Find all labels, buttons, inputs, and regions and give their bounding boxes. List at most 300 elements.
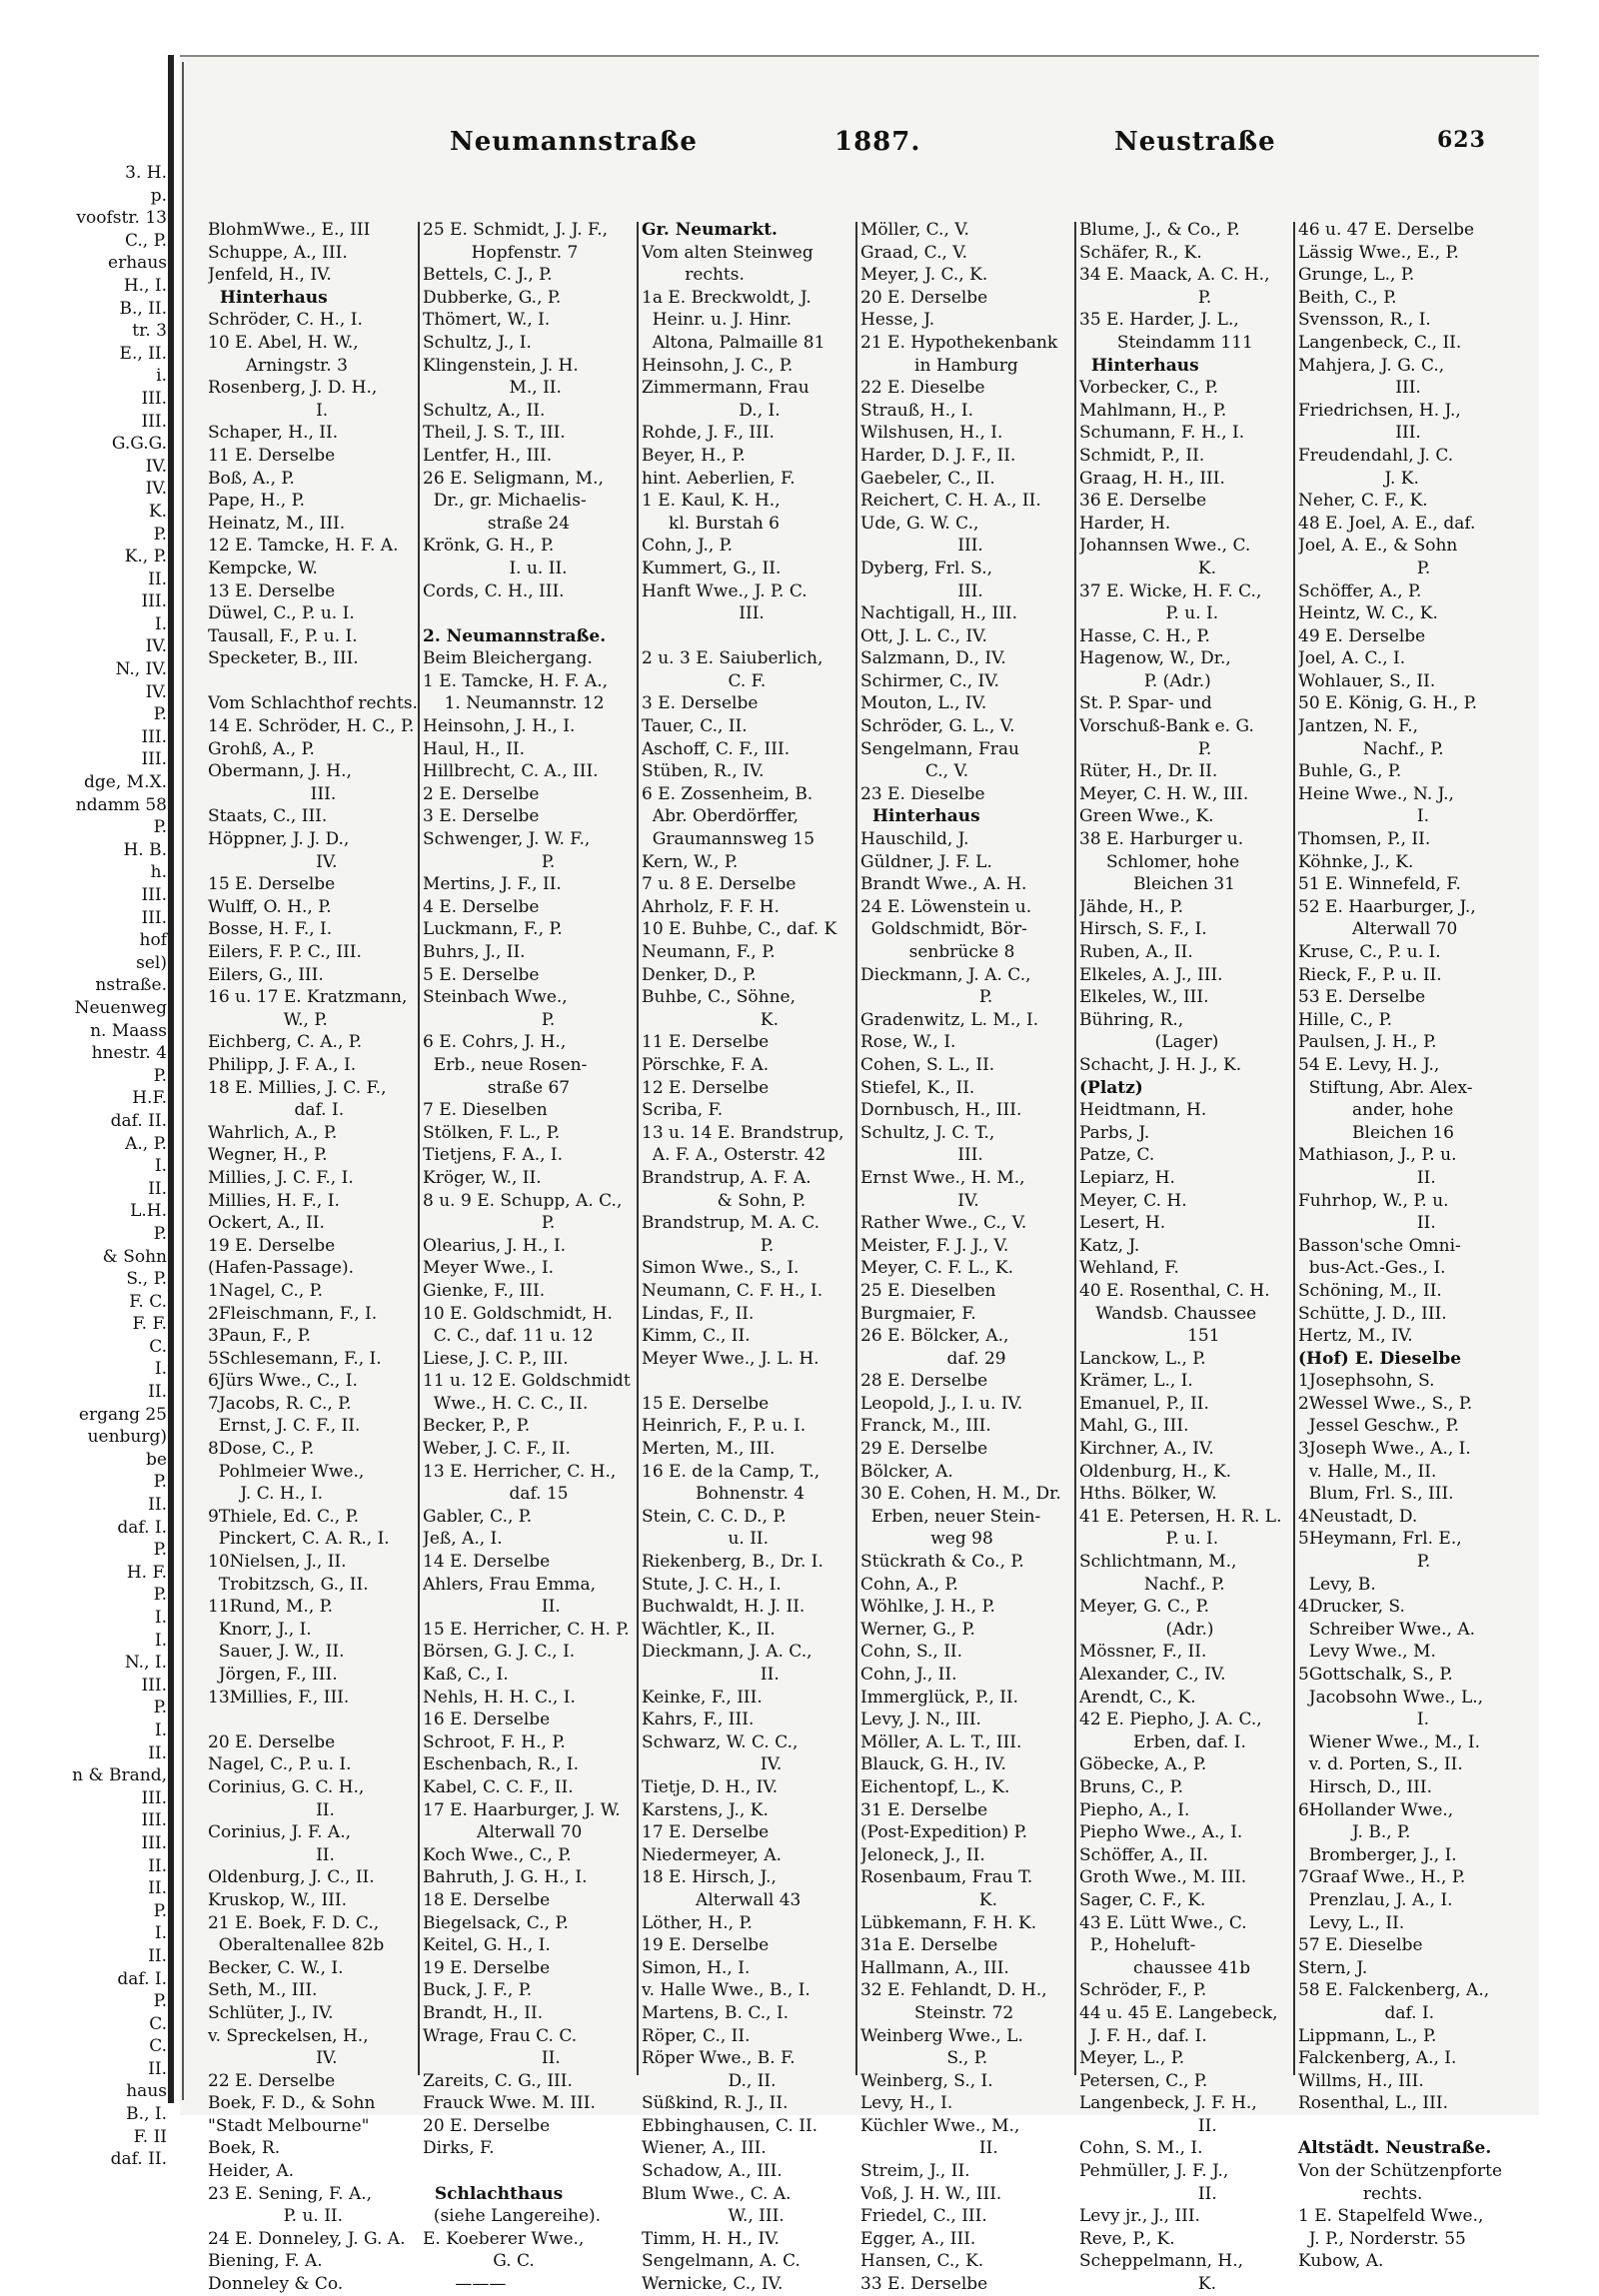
directory-line: Paulsen, J. H., P. (1298, 1032, 1437, 1053)
directory-line: Sengelmann, A. C. (642, 2251, 800, 2272)
directory-line: 20 E. Derselbe (860, 287, 988, 308)
edge-line: H.F. (132, 1088, 167, 1109)
edge-line: P. (153, 1540, 167, 1561)
directory-line: Graad, C., V. (860, 242, 967, 263)
directory-line: Buhle, G., P. (1298, 761, 1402, 782)
directory-line: Blum, Frl. S., III. (1298, 1484, 1454, 1505)
directory-line: Weber, J. C. F., II. (423, 1439, 571, 1460)
directory-line: Corinius, J. F. A., (208, 1822, 352, 1843)
directory-line: 35 E. Harder, J. L., (1079, 310, 1239, 331)
directory-line: 40 E. Rosenthal, C. H. (1079, 1280, 1270, 1301)
edge-line: A., P. (125, 1133, 167, 1154)
directory-line: Bromberger, J., I. (1298, 1844, 1457, 1865)
directory-line: Frauck Wwe. M. III. (423, 2093, 596, 2114)
directory-line: Arendt, C., K. (1079, 1687, 1196, 1708)
directory-line: 16 u. 17 E. Kratzmann, (208, 987, 408, 1008)
directory-line: Denker, D., P. (642, 964, 757, 985)
edge-line: B., I. (126, 2104, 167, 2125)
directory-line: J. P., Norderstr. 55 (1298, 2228, 1466, 2249)
directory-line: 28 E. Derselbe (860, 1371, 988, 1392)
directory-line: III. (642, 603, 765, 624)
edge-line: III. (141, 749, 167, 770)
directory-line (208, 1709, 418, 1731)
directory-line: G. C. (423, 2251, 535, 2272)
directory-line: Levy, H., I. (860, 2093, 953, 2114)
directory-line: Vorbecker, C., P. (1079, 378, 1218, 399)
directory-line: Sager, C. F., K. (1079, 1889, 1206, 1910)
directory-line: Ernst, J. C. F., II. (208, 1416, 361, 1437)
directory-line: Pinckert, C. A. R., I. (208, 1529, 390, 1550)
directory-line: K. (642, 1009, 779, 1030)
edge-line: III. (141, 1675, 167, 1696)
directory-line: Blauck, G. H., IV. (860, 1754, 1006, 1775)
edge-line: III. (141, 1810, 167, 1831)
directory-line: 151 (1079, 1326, 1220, 1347)
directory-line: Voß, J. H. W., III. (860, 2183, 1002, 2204)
directory-line: Heinatz, M., III. (208, 513, 346, 534)
directory-line: Groth Wwe., M. III. (1079, 1867, 1247, 1888)
edge-line: III. (141, 1832, 167, 1853)
directory-line: 23 E. Sening, F. A., (208, 2183, 373, 2204)
directory-line: II. (1298, 1213, 1436, 1234)
directory-line: Wrage, Frau C. C. (423, 2025, 578, 2046)
directory-line: Erb., neue Rosen- (423, 1054, 588, 1075)
directory-line: P. (Adr.) (1079, 670, 1211, 691)
directory-line: Eilers, F. P. C., III. (208, 942, 362, 962)
directory-line: P. u. II. (208, 2206, 344, 2227)
directory-line: III. (860, 536, 983, 557)
directory-line: Cohn, J., P. (642, 536, 734, 557)
directory-line: 8 u. 9 E. Schupp, A. C., (423, 1190, 623, 1211)
directory-line (642, 625, 854, 648)
directory-line: IV. (642, 1754, 783, 1775)
directory-line: Arningstr. 3 (208, 355, 348, 376)
directory-line (423, 2160, 636, 2183)
directory-line: Jörgen, F., III. (208, 1665, 338, 1685)
directory-line: Meyer, J. C., K. (860, 265, 988, 286)
directory-line: Stiefel, K., II. (860, 1077, 975, 1098)
directory-line: Levy, J. N., III. (860, 1710, 981, 1730)
directory-line: Willms, H., III. (1298, 2070, 1424, 2091)
directory-line: Brandstrup, M. A. C. (642, 1213, 820, 1234)
directory-line: 19 E. Derselbe (642, 1935, 770, 1956)
directory-line: Bettels, C. J., P. (423, 265, 553, 286)
directory-line: Hauschild, J. (860, 829, 969, 850)
directory-line: Zareits, C. G., III. (423, 2070, 573, 2091)
directory-line: Graumannsweg 15 (642, 829, 815, 850)
directory-line: Kruskop, W., III. (208, 1889, 347, 1910)
directory-line: Stückrath & Co., P. (860, 1552, 1024, 1573)
directory-line: Abr. Oberdörffer, (642, 806, 800, 827)
directory-line: 5Gottschalk, S., P. (1298, 1665, 1453, 1685)
edge-line: P. (153, 1698, 167, 1719)
edge-line: P. (153, 1900, 167, 1921)
directory-line: 14 E. Schröder, H. C., P. (208, 716, 415, 737)
directory-line: daf. I. (208, 1100, 345, 1121)
directory-line: Zimmermann, Frau (642, 378, 809, 399)
directory-line: 4Neustadt, D. (1298, 1506, 1418, 1527)
directory-line: P. (642, 1235, 775, 1256)
directory-line (642, 1370, 854, 1393)
directory-line: E. Koeberer Wwe., (423, 2228, 585, 2249)
directory-line: & Sohn, P. (642, 1190, 806, 1211)
directory-line: Mössner, F., II. (1079, 1642, 1207, 1663)
directory-line: 4Drucker, S. (1298, 1597, 1405, 1618)
directory-line: Elkeles, A. J., III. (1079, 964, 1223, 985)
directory-line: Bosse, H. F., I. (208, 919, 333, 940)
directory-line: II. (1079, 2183, 1217, 2204)
directory-line: Meyer, C. H. (1079, 1190, 1187, 1211)
directory-line: 57 E. Dieselbe (1298, 1935, 1423, 1956)
directory-line: Dieckmann, J. A. C., (860, 964, 1031, 985)
edge-line: I. (154, 1630, 167, 1651)
directory-line: Rohde, J. F., III. (642, 423, 775, 444)
directory-line: Rose, W., I. (860, 1032, 956, 1053)
directory-line: 3 E. Derselbe (423, 806, 540, 827)
directory-line: Salzmann, D., IV. (860, 648, 1006, 669)
directory-line: 6 E. Zossenheim, B. (642, 783, 813, 804)
directory-line (423, 602, 636, 625)
directory-line: Elkeles, W., III. (1079, 987, 1209, 1008)
directory-line: 38 E. Harburger u. (1079, 829, 1244, 850)
directory-line: Schöffer, A., P. (1298, 580, 1422, 601)
adjacent-page-text (0, 162, 175, 2171)
edge-line: ndamm 58 (75, 794, 167, 815)
directory-line: Becker, P., P. (423, 1416, 531, 1437)
directory-line: Schöffer, A., II. (1079, 1844, 1208, 1865)
directory-line: 10 E. Goldschmidt, H. (423, 1303, 613, 1324)
directory-line: Wiener Wwe., M., I. (1298, 1731, 1481, 1752)
directory-line: Schmidt, P., II. (1079, 445, 1205, 466)
directory-line: 16 E. de la Camp, T., (642, 1461, 820, 1482)
directory-line: Corinius, G. C. H., (208, 1776, 365, 1797)
edge-line: n & Brand, (72, 1765, 167, 1786)
directory-line: Wohlauer, S., II. (1298, 670, 1436, 691)
directory-line: Jeß, A., I. (423, 1529, 503, 1550)
directory-line: 10 E. Abel, H. W., (208, 332, 359, 353)
directory-line: Beyer, H., P. (642, 445, 746, 466)
directory-line: Lindas, F., II. (642, 1303, 755, 1324)
directory-line: Küchler Wwe., M., (860, 2115, 1020, 2136)
directory-line: III. (1298, 378, 1421, 399)
directory-line: Graag, H. H., III. (1079, 468, 1225, 489)
directory-line: 1 E. Kaul, K. H., (642, 491, 781, 512)
directory-line: Buhbe, C., Söhne, (642, 987, 796, 1008)
directory-line: Kaß, C., I. (423, 1665, 509, 1685)
directory-line: 20 E. Derselbe (208, 1731, 336, 1752)
directory-line: Meyer, C. H. W., III. (1079, 783, 1249, 804)
directory-line: Eichberg, C. A., P. (208, 1032, 363, 1053)
directory-line: Heinrich, F., P. u. I. (642, 1416, 806, 1437)
directory-line: Jähde, H., P. (1079, 896, 1184, 917)
directory-line: Lanckow, L., P. (1079, 1348, 1206, 1369)
directory-line: Boß, A., P. (208, 468, 295, 489)
directory-line: I. (208, 400, 329, 421)
directory-line: 5Heymann, Frl. E., (1298, 1529, 1462, 1550)
column-rule (418, 222, 420, 2075)
directory-line: IV. (860, 1190, 979, 1211)
directory-line: Möller, A. L. T., III. (860, 1731, 1022, 1752)
directory-line: Prenzlau, J. A., I. (1298, 1889, 1453, 1910)
directory-line: Altstädt. Neustraße. (1298, 2138, 1492, 2159)
directory-line: II. (208, 1799, 335, 1820)
directory-line: I. (1298, 806, 1430, 827)
directory-line: Patze, C. (1079, 1145, 1155, 1166)
edge-line: hnestr. 4 (91, 1043, 167, 1064)
directory-line: Levy Wwe., M. (1298, 1642, 1436, 1663)
directory-line: rechts. (642, 265, 745, 286)
directory-line: Güldner, J. F. L. (860, 851, 992, 872)
directory-line: u. II. (642, 1529, 770, 1550)
directory-line: II. (208, 1844, 335, 1865)
directory-line: 6Jürs Wwe., C., I. (208, 1371, 358, 1392)
directory-line: 21 E. Boek, F. D. C., (208, 1912, 380, 1933)
directory-line: Höppner, J. J. D., (208, 829, 350, 850)
directory-line: Wernicke, C., IV. (642, 2274, 784, 2295)
directory-line: W., P. (208, 1009, 328, 1030)
directory-line: 31 E. Derselbe (860, 1799, 988, 1820)
directory-line: 18 E. Derselbe (423, 1889, 551, 1910)
directory-line: Oldenburg, J. C., II. (208, 1867, 375, 1888)
directory-line: Wöhlke, J. H., P. (860, 1597, 995, 1618)
directory-line: 18 E. Millies, J. C. F., (208, 1077, 387, 1098)
directory-line: III. (208, 783, 337, 804)
directory-line: Friedrichsen, H. J., (1298, 400, 1461, 421)
edge-line: erhaus (108, 253, 167, 274)
directory-line: 49 E. Derselbe (1298, 625, 1426, 646)
directory-line: 5 E. Derselbe (423, 964, 540, 985)
directory-line: v. Halle, M., II. (1298, 1461, 1437, 1482)
directory-line: Steinstr. 72 (860, 2002, 1014, 2023)
directory-line: K. (1079, 2274, 1216, 2295)
directory-line: Ockert, A., II. (208, 1213, 325, 1234)
directory-line: 11 u. 12 E. Goldschmidt (423, 1371, 631, 1392)
edge-line: H. F. (126, 1562, 167, 1583)
running-head-right: Neustraße (1114, 127, 1276, 157)
directory-line: Langenbeck, C., II. (1298, 332, 1462, 353)
directory-line: 24 E. Löwenstein u. (860, 896, 1032, 917)
directory-line: 19 E. Derselbe (423, 1957, 551, 1978)
edge-line: sel) (136, 952, 167, 973)
directory-line: D., I. (642, 400, 781, 421)
running-head-left: Neumannstraße (450, 127, 698, 157)
directory-line: Bahruth, J. G. H., I. (423, 1867, 588, 1888)
directory-line: Neumann, F., P. (642, 942, 776, 962)
directory-line: Löther, H., P. (642, 1912, 753, 1933)
directory-line: straße 24 (423, 513, 571, 534)
directory-line: (Post-Expedition) P. (860, 1822, 1028, 1843)
directory-line: P., Hoheluft- (1079, 1935, 1196, 1956)
directory-line: Bruns, C., P. (1079, 1776, 1184, 1797)
directory-line: Aschoff, C. F., III. (642, 738, 791, 759)
directory-line: Simon, H., I. (642, 1957, 751, 1978)
directory-line: 42 E. Piepho, J. A. C., (1079, 1710, 1262, 1730)
directory-line: Kempcke, W. (208, 558, 318, 578)
column-2 (423, 219, 636, 2296)
book-spine (168, 55, 174, 2103)
directory-line: Wahrlich, A., P. (208, 1122, 338, 1143)
directory-line: 37 E. Wicke, H. F. C., (1079, 580, 1262, 601)
directory-line: Vorschuß-Bank e. G. (1079, 716, 1254, 737)
directory-line: Wilshusen, H., I. (860, 423, 1003, 444)
directory-line: 4 E. Derselbe (423, 896, 540, 917)
directory-line: Schröder, F., P. (1079, 1980, 1207, 2001)
directory-line: Schreiber Wwe., A. (1298, 1619, 1475, 1640)
directory-line: senbrücke 8 (860, 942, 1015, 962)
directory-line: Nachf., P. (1298, 738, 1444, 759)
directory-line: Buhrs, J., II. (423, 942, 526, 962)
edge-line: P. (153, 524, 167, 545)
directory-line: 25 E. Dieselben (860, 1280, 996, 1301)
column-rule (1293, 222, 1295, 2075)
directory-line: Nagel, C., P. u. I. (208, 1754, 352, 1775)
directory-line: straße 67 (423, 1077, 571, 1098)
directory-line: 25 E. Schmidt, J. J. F., (423, 220, 609, 240)
edge-line: II. (148, 1382, 167, 1403)
directory-line: 33 E. Derselbe (860, 2274, 988, 2295)
edge-line: IV. (145, 681, 167, 702)
directory-line: Oberaltenallee 82b (208, 1935, 385, 1956)
directory-line: Kummert, G., II. (642, 558, 782, 578)
directory-line: Specketer, B., III. (208, 648, 359, 669)
directory-line: J. C. H., I. (208, 1484, 324, 1505)
directory-line: Beim Bleichergang. (423, 648, 593, 669)
directory-line: Schütte, J. D., III. (1298, 1303, 1447, 1324)
directory-line: Alterwall 70 (423, 1822, 583, 1843)
edge-line: I. (154, 1923, 167, 1944)
directory-line: Johannsen Wwe., C. (1079, 536, 1251, 557)
directory-line: Koch Wwe., C., P. (423, 1844, 572, 1865)
edge-line: II. (148, 1742, 167, 1763)
directory-line: Riekenberg, B., Dr. I. (642, 1552, 823, 1573)
directory-line: Pehmüller, J. F. J., (1079, 2161, 1229, 2182)
directory-line: 13 E. Derselbe (208, 580, 336, 601)
directory-line: 26 E. Seligmann, M., (423, 468, 604, 489)
directory-line: Theil, J. S. T., III. (423, 423, 566, 444)
edge-line: IV. (145, 636, 167, 657)
directory-line: Klingenstein, J. H. (423, 355, 579, 376)
directory-line: 2Fleischmann, F., I. (208, 1303, 378, 1324)
directory-line: 17 E. Haarburger, J. W. (423, 1799, 621, 1820)
directory-line: A. F. A., Osterstr. 42 (642, 1145, 826, 1166)
directory-line: Weinberg Wwe., L. (860, 2025, 1023, 2046)
directory-line: 7 E. Dieselben (423, 1100, 548, 1121)
edge-line: voofstr. 13 (76, 208, 167, 229)
directory-line: Lesert, H. (1079, 1213, 1166, 1234)
directory-line: Schuppe, A., III. (208, 242, 348, 263)
directory-line: P. (1079, 287, 1212, 308)
directory-line: Schumann, F. H., I. (1079, 423, 1245, 444)
directory-line: "Stadt Melbourne" (208, 2115, 370, 2136)
edge-line: P. (153, 1223, 167, 1244)
directory-line: Hinterhaus (208, 287, 328, 308)
directory-line: Brandt Wwe., A. H. (860, 874, 1027, 895)
directory-line: Lepiarz, H. (1079, 1167, 1175, 1188)
directory-line: Haul, H., II. (423, 738, 526, 759)
directory-line: Köhnke, J., K. (1298, 851, 1414, 872)
directory-line: Stüben, R., IV. (642, 761, 765, 782)
directory-line: J. F. H., daf. I. (1079, 2025, 1207, 2046)
directory-line: Cohn, S. M., I. (1079, 2138, 1203, 2159)
directory-line: Dieckmann, J. A. C., (642, 1642, 812, 1663)
directory-line: 36 E. Derselbe (1079, 491, 1207, 512)
directory-line: Dubberke, G., P. (423, 287, 562, 308)
edge-line: III. (141, 885, 167, 905)
directory-line: Stein, C. C. D., P. (642, 1506, 787, 1527)
directory-line: P. (1298, 558, 1431, 578)
directory-line: D., II. (642, 2070, 777, 2091)
directory-line: 2 E. Derselbe (423, 783, 540, 804)
directory-line: 54 E. Levy, H. J., (1298, 1054, 1440, 1075)
directory-line: IV. (208, 2048, 338, 2069)
adjacent-page-edge (0, 0, 178, 2175)
directory-line: Kabel, C. C. F., II. (423, 1776, 574, 1797)
edge-line: II. (148, 569, 167, 589)
directory-line: Schirmer, C., IV. (860, 670, 999, 691)
directory-line: ——— (423, 2274, 507, 2295)
directory-line: 7Graaf Wwe., H., P. (1298, 1867, 1466, 1888)
directory-line: Keinke, F., III. (642, 1687, 763, 1708)
directory-line: Ahlers, Frau Emma, (423, 1574, 596, 1595)
directory-line: K. (1079, 558, 1216, 578)
directory-line: Timm, H. H., IV. (642, 2228, 780, 2249)
directory-line: 26 E. Bölcker, A., (860, 1326, 1009, 1347)
directory-line: II. (423, 2048, 561, 2069)
directory-line: (Hof) E. Dieselbe (1298, 1348, 1462, 1369)
directory-line: Ernst Wwe., H. M., (860, 1167, 1025, 1188)
directory-line: 29 E. Derselbe (860, 1439, 988, 1460)
directory-line: Wehland, F. (1079, 1258, 1179, 1279)
edge-line: N., I. (124, 1653, 167, 1674)
directory-line: Schäfer, R., K. (1079, 242, 1202, 263)
directory-line: Donneley & Co. (208, 2274, 344, 2295)
directory-line: I. u. II. (423, 558, 568, 578)
directory-line: Heinsohn, J. C., P. (642, 355, 794, 376)
directory-line: Green Wwe., K. (1079, 806, 1214, 827)
directory-line: Wegner, H., P. (208, 1145, 328, 1166)
directory-line: 58 E. Falckenberg, A., (1298, 1980, 1490, 2001)
directory-line: Langenbeck, J. F. H., (1079, 2093, 1257, 2114)
directory-line: Ahrholz, F. F. H. (642, 896, 780, 917)
directory-line: 13Millies, F., III. (208, 1687, 350, 1708)
directory-line (1298, 2115, 1523, 2138)
edge-line: h. (150, 862, 167, 883)
directory-line: Levy, L., II. (1298, 1912, 1405, 1933)
directory-line: Erben, daf. I. (1079, 1731, 1246, 1752)
directory-line: Friedel, C., III. (860, 2206, 987, 2227)
directory-line: P. (1079, 738, 1212, 759)
directory-line: Ebbinghausen, C. II. (642, 2115, 818, 2136)
directory-line: Werner, G., P. (860, 1619, 975, 1640)
directory-line: Pohlmeier Wwe., (208, 1461, 365, 1482)
directory-line: Tietjens, F. A., I. (423, 1145, 564, 1166)
directory-line: 21 E. Hypothekenbank (860, 332, 1058, 353)
directory-line: Blum Wwe., C. A. (642, 2183, 792, 2204)
edge-line: 3. H. (125, 163, 167, 183)
edge-line: be (146, 1449, 167, 1470)
directory-line: Bölcker, A. (860, 1461, 953, 1482)
directory-line: C. F. (642, 670, 767, 691)
directory-line: II. (423, 1597, 561, 1618)
directory-line: Seth, M., III. (208, 1980, 318, 2001)
edge-line: III. (141, 1787, 167, 1808)
directory-line: Röper, C., II. (642, 2025, 751, 2046)
directory-line: 16 E. Derselbe (423, 1710, 551, 1730)
directory-line: Gabler, C., P. (423, 1506, 533, 1527)
directory-line: Knorr, J., I. (208, 1619, 312, 1640)
directory-line: P. u. I. (1079, 603, 1219, 624)
directory-line: 2 u. 3 E. Saiuberlich, (642, 648, 823, 669)
